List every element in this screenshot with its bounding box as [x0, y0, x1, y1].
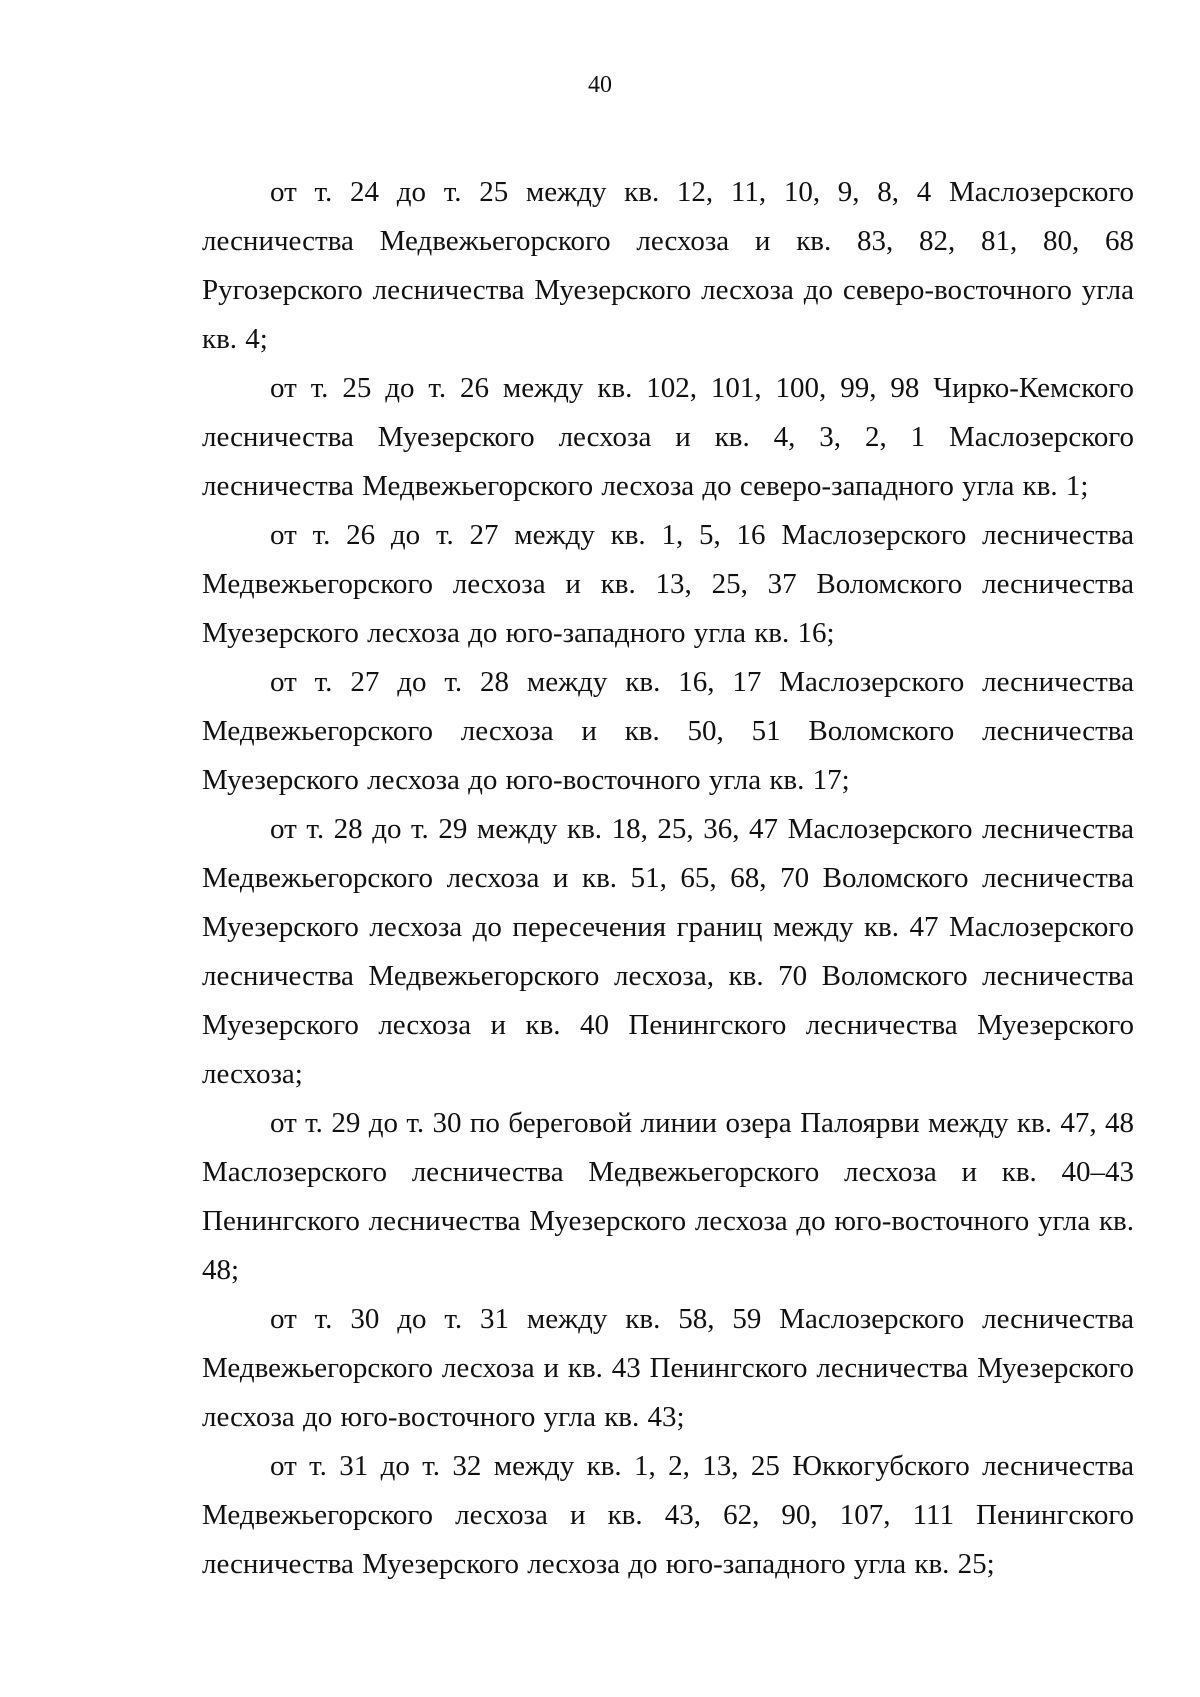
paragraph-boundary-25-26: от т. 25 до т. 26 между кв. 102, 101, 100, 99, 98 Чирко-Кемского лесничества Муезерского лесхоза и кв. 4, 3, 2, 1 Маслозерского лесничества Медвежьегорского лесхоза до северо-западного угла кв. 1; — [202, 372, 1134, 502]
document-body — [202, 168, 1134, 1589]
paragraph-boundary-28-29: от т. 28 до т. 29 между кв. 18, 25, 36, 47 Маслозерского лесничества Медвежьегорского лесхоза и кв. 51, 65, 68, 70 Воломского лесничества Муезерского лесхоза до пересечения границ между кв. 47 Маслозерского лесничества Медвежьегорского лесхоза, кв. 70 Воломского лесничества Муезерского лесхоза и кв. 40 Пенингского лесничества Муезерского лесхоза; — [202, 813, 1134, 1090]
paragraph-boundary-26-27: от т. 26 до т. 27 между кв. 1, 5, 16 Маслозерского лесничества Медвежьегорского лесхоза и кв. 13, 25, 37 Воломского лесничества Муезерского лесхоза до юго-западного угла кв. 16; — [202, 519, 1134, 649]
paragraph-boundary-29-30: от т. 29 до т. 30 по береговой линии озера Палоярви между кв. 47, 48 Маслозерского лесничества Медвежьегорского лесхоза и кв. 40–43 Пенингского лесничества Муезерского лесхоза до юго-восточного угла кв. 48; — [202, 1107, 1134, 1286]
paragraph-boundary-30-31: от т. 30 до т. 31 между кв. 58, 59 Маслозерского лесничества Медвежьегорского лесхоза и кв. 43 Пенингского лесничества Муезерского лесхоза до юго-восточного угла кв. 43; — [202, 1303, 1134, 1433]
paragraph-boundary-27-28: от т. 27 до т. 28 между кв. 16, 17 Маслозерского лесничества Медвежьегорского лесхоза и кв. 50, 51 Воломского лесничества Муезерского лесхоза до юго-восточного угла кв. 17; — [202, 666, 1134, 796]
paragraph-boundary-31-32: от т. 31 до т. 32 между кв. 1, 2, 13, 25 Юккогубского лесничества Медвежьегорского лесхоза и кв. 43, 62, 90, 107, 111 Пенингского лесничества Муезерского лесхоза до юго-западного угла кв. 25; — [202, 1450, 1134, 1580]
page-number: 40 — [588, 72, 612, 98]
paragraph-boundary-24-25: от т. 24 до т. 25 между кв. 12, 11, 10, 9, 8, 4 Маслозерского лесничества Медвежьегорского лесхоза и кв. 83, 82, 81, 80, 68 Ругозерского лесничества Муезерского лесхоза до северо-восточного угла кв. 4; — [202, 176, 1134, 355]
